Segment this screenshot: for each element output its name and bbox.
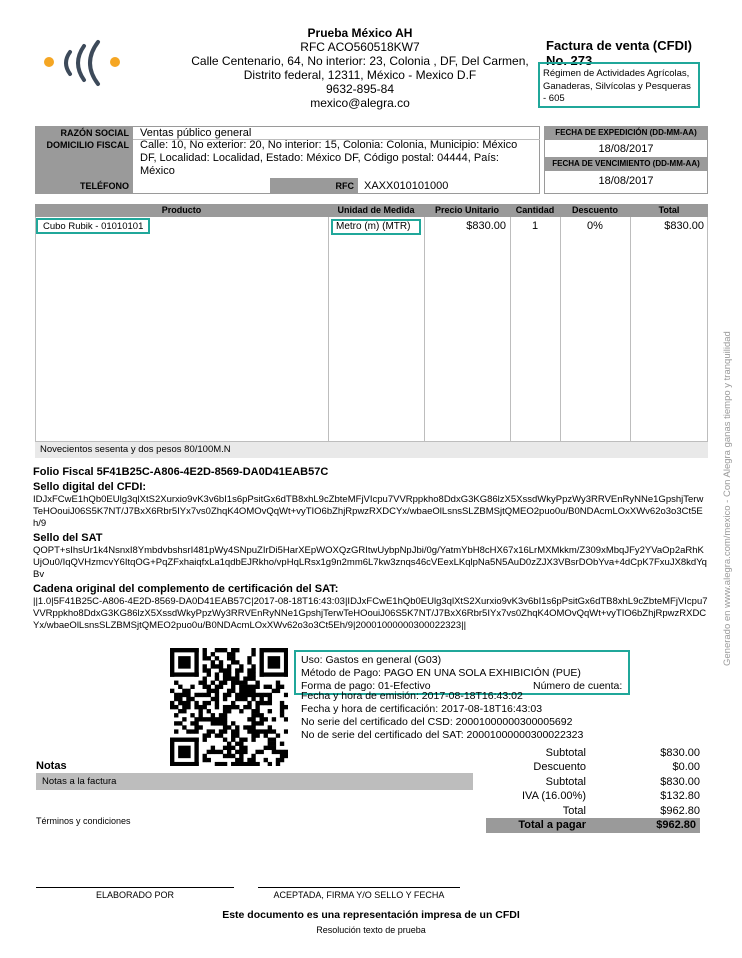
- uso-cfdi: Uso: Gastos en general (G03): [301, 654, 442, 666]
- totals-value-subtotal: $830.00: [660, 747, 700, 759]
- item-unit: Metro (m) (MTR): [336, 221, 411, 232]
- tax-regime-box: [538, 62, 700, 108]
- totals-value-subtotal-2: $830.00: [660, 775, 700, 788]
- company-phone: 9632-895-84: [325, 82, 395, 96]
- item-price: $830.00: [466, 220, 506, 232]
- col-precio: Precio Unitario: [434, 205, 499, 215]
- col-total: Total: [658, 205, 680, 215]
- sello-sat-label: Sello del SAT: [33, 532, 103, 544]
- company-rfc: RFC ACO560518KW7: [300, 40, 420, 54]
- col-producto: Producto: [161, 205, 202, 215]
- grand-total-label: Total a pagar: [518, 819, 586, 831]
- signature-right-label: ACEPTADA, FIRMA Y/O SELLO Y FECHA: [273, 890, 445, 900]
- payment-info: [301, 654, 631, 742]
- items-table: [35, 204, 708, 458]
- side-generated-by-text: Generado en www.alegra.com/mexico - Con Alegra ganas tiempo y tranquilidad: [722, 331, 733, 666]
- company-logo: [40, 38, 130, 88]
- notes-title: Notas: [36, 760, 67, 772]
- tax-regime: Régimen de Actividades Agrícolas, Ganaderas, Silvícolas y Pesqueras - 605: [543, 68, 691, 104]
- serie-sat: No de serie del certificado del SAT: 20001000000300022323: [301, 729, 584, 741]
- totals-block: [486, 746, 700, 818]
- fecha-emision: Fecha y hora de emisión: 2017-08-18T16:43:02: [301, 690, 523, 702]
- domicilio-value: Calle: 10, No exterior: 20, No interior: 15, Colonia: Colonia, Municipio: México DF, Localidad: Localidad, Estado: México DF, Código postal: 04444, País: México: [140, 139, 518, 177]
- fecha-vencimiento-label: FECHA DE VENCIMIENTO (DD-MM-AA): [544, 157, 708, 171]
- totals-value-iva: $132.80: [660, 790, 700, 803]
- qr-code-image: [170, 648, 288, 766]
- signature-line-left: [36, 887, 234, 888]
- company-email: mexico@alegra.co: [310, 96, 410, 110]
- totals-label-descuento: Descuento: [533, 761, 586, 774]
- signature-line-right: [258, 887, 460, 888]
- fecha-expedicion-value: 18/08/2017: [598, 143, 654, 155]
- notes-text: Notas a la factura: [42, 776, 117, 787]
- col-descuento: Descuento: [571, 205, 618, 215]
- serie-csd: No serie del certificado del CSD: 20001000000300005692: [301, 716, 573, 728]
- grand-total-row: [486, 818, 700, 833]
- footer-line-2: Resolución texto de prueba: [316, 925, 426, 935]
- rfc-value: XAXX010101000: [364, 180, 449, 192]
- fecha-vencimiento-value: 18/08/2017: [598, 175, 654, 187]
- company-address-2: Distrito federal, 12311, México - Mexico D.F: [243, 68, 477, 82]
- totals-label-subtotal-2: Subtotal: [545, 775, 586, 788]
- numero-cuenta: Número de cuenta:: [533, 680, 623, 692]
- folio-label: Folio Fiscal: [33, 466, 94, 478]
- company-address-1: Calle Centenario, 64, No interior: 23, Colonia , DF, Del Carmen,: [191, 54, 529, 68]
- item-product: Cubo Rubik - 01010101: [43, 221, 144, 232]
- totals-value-total: $962.80: [660, 804, 700, 817]
- col-unidad: Unidad de Medida: [337, 205, 415, 215]
- rfc-label: RFC: [335, 181, 354, 191]
- totals-label-total: Total: [562, 804, 586, 817]
- item-quantity: 1: [531, 220, 539, 232]
- totals-label-subtotal: Subtotal: [545, 747, 586, 759]
- fecha-certificacion: Fecha y hora de certificación: 2017-08-18T16:43:03: [301, 703, 543, 715]
- totals-label-iva: IVA (16.00%): [522, 790, 586, 803]
- company-header: [190, 26, 530, 110]
- folio-value: 5F41B25C-A806-4E2D-8569-DA0D41EAB57C: [96, 466, 329, 478]
- fecha-expedicion-label: FECHA DE EXPEDICIÓN (DD-MM-AA): [544, 126, 708, 140]
- sello-sat-value: QOPT+sIhsUr1k4NsnxI8YmbdvbshsrI481pWy4SNpuZIrDi5HarXEpWOXQzGRItwUybpNpJbi/0g/YatmYbH8cHX67x16LrMXMkkm/Z309xMbqJFy2YVaOp2aRhKUjOu0/IqQVHzmcvY6ItqOG+PqZFxhaiqfxLa1qdbEJRkho/vpHqLRsx1g9n2mm6L7kw3znqs46cVEexLKqlpNa5N5AuD0zZJX3VBsrDObYva+4dCpK7FxuJX8kdYqBv: [33, 545, 707, 580]
- metodo-pago: Método de Pago: PAGO EN UNA SOLA EXHIBICIÓN (PUE): [301, 667, 581, 679]
- col-cantidad: Cantidad: [515, 205, 555, 215]
- footer-line-1: Este documento es una representación impresa de un CFDI: [222, 909, 520, 921]
- razon-social-label: RAZÓN SOCIAL: [60, 128, 129, 138]
- totals-value-descuento: $0.00: [672, 761, 700, 774]
- amount-in-words: Novecientos sesenta y dos pesos 80/100M.N: [40, 444, 231, 455]
- domicilio-label: DOMICILIO FISCAL: [46, 140, 129, 150]
- invoice-title: Factura de venta (CFDI): [546, 38, 692, 53]
- qr-code: [170, 648, 288, 766]
- razon-social-value: Ventas público general: [140, 127, 252, 139]
- logo-dot-right: [110, 57, 120, 67]
- sello-cfdi-value: IDJxFCwE1hQb0EUlg3qlXtS2Xurxio9vK3v6bI1s6pPsitGx6dTB8xhL9cZbteMFjVIcpu7VVRppkho8DdxG3KG86lzX5XssdWkyPpzWy3RRVEnRyNNe1GpshjTerwTeHOouiJ06S5K7NT/J7BxX6Rbr5IYx7vs0ZhqK4OMOvQqWt+vyTIO6bZhjRpwzRXDCYx/wbaeOlLsnsSLZBMSjtQMEO2puo0u/B0NDAcmLOxXWv62o3o3Ct5Eh/9: [33, 494, 704, 529]
- item-discount: 0%: [587, 220, 603, 232]
- invoice-number: No. 273: [546, 53, 593, 68]
- item-total: $830.00: [664, 220, 704, 232]
- cadena-label: Cadena original del complemento de certificación del SAT:: [33, 583, 339, 595]
- telefono-label: TELÉFONO: [80, 181, 129, 191]
- folio-fiscal: [33, 466, 328, 478]
- grand-total-value: $962.80: [656, 819, 696, 831]
- cadena-value: ||1.0|5F41B25C-A806-4E2D-8569-DA0D41EAB57C|2017-08-18T16:43:03|IDJxFCwE1hQb0EUlg3qlXtS2Xurxio9vK3v6bI1s6pPsitGx6dTB8xhL9cZbteMFjVIcpu7VVRppkho8DdxG3KG86lzX5XssdWkyPpzWy3RRVEnRyNNe1GpshjTerwTeHOouiJ06S5K7NT/J7BxX6Rbr5IYx7vs0ZhqK4OMOvQqWt+vyTIO6bZhjRpwzRXDCYx/wbaeOlLsnsSLZBMSjtQMEO2puo0u/B0NDAcmLOxXWv62o3o3Ct5Eh/9|20001000000300022323||: [33, 596, 708, 631]
- terms-label: Términos y condiciones: [36, 816, 131, 826]
- forma-pago: Forma de pago: 01-Efectivo: [301, 680, 431, 692]
- sello-cfdi-label: Sello digital del CFDI:: [33, 481, 147, 493]
- signature-left-label: ELABORADO POR: [95, 890, 175, 900]
- company-name: Prueba México AH: [307, 26, 413, 40]
